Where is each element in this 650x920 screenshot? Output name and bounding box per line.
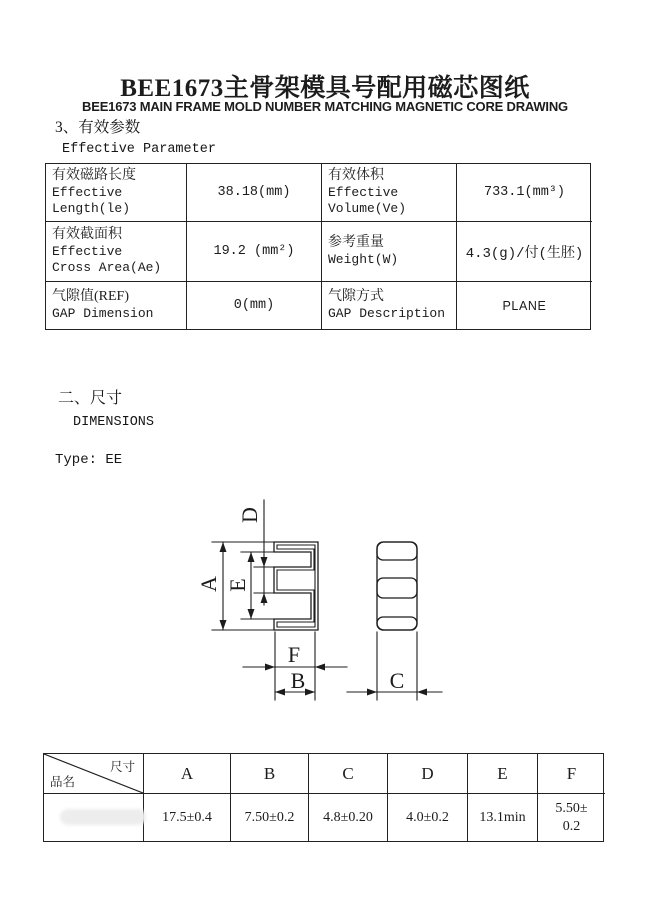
value-f: 5.50± 0.2 <box>555 801 588 834</box>
ee-core-drawing <box>190 485 470 720</box>
param-value-cross-area: 19.2 (mm²) <box>187 222 322 282</box>
column-header-b: B <box>231 754 309 794</box>
param-value-gap-description: PLANE <box>502 298 547 313</box>
dim-label-d: D <box>237 507 262 523</box>
product-name-cell <box>44 794 144 841</box>
param-label-en: Effective <box>52 243 123 259</box>
param-label-en: Effective <box>52 184 123 200</box>
value-a: 17.5±0.4 <box>144 794 231 841</box>
side-view-top-flange <box>377 542 417 560</box>
param-label-en: Length(le) <box>52 201 131 217</box>
e-core-outline-inner <box>277 545 315 627</box>
side-view-center-leg <box>377 578 417 598</box>
param-label-en: GAP Description <box>328 306 446 321</box>
dim-label-b: B <box>290 668 306 693</box>
param-label-weight <box>322 222 457 282</box>
value-c: 4.8±0.20 <box>309 794 388 841</box>
param-label-cn: 有效磁路长度 <box>52 167 136 183</box>
section-heading-effective-parameters-en: Effective Parameter <box>62 142 216 157</box>
param-label-cn: 有效截面积 <box>52 226 122 242</box>
param-label-en: GAP Dimension <box>52 306 154 321</box>
redacted-product-name <box>60 809 146 825</box>
value-b: 7.50±0.2 <box>231 794 309 841</box>
param-value-gap-dimension: 0(mm) <box>187 282 322 329</box>
page-subtitle: BEE1673 MAIN FRAME MOLD NUMBER MATCHING MAGNETIC CORE DRAWING <box>82 99 568 114</box>
param-label-effective-volume <box>322 164 457 222</box>
dimensions-table <box>43 753 604 842</box>
param-value-weight: 4.3(g)/付(生胚) <box>457 222 592 282</box>
param-label-cn: 有效体积 <box>328 167 384 183</box>
param-label-effective-length <box>46 164 187 222</box>
param-label-en: Volume(Ve) <box>328 201 407 217</box>
param-label-cn: 参考重量 <box>328 235 384 251</box>
param-label-cn: 气隙值(REF) <box>52 289 129 305</box>
param-value-effective-length: 38.18(mm) <box>187 164 322 222</box>
value-e: 13.1min <box>468 794 538 841</box>
section-heading-dimensions-en: DIMENSIONS <box>73 415 155 430</box>
core-type-label: Type: EE <box>55 452 123 468</box>
param-label-cn: 气隙方式 <box>328 289 384 305</box>
corner-label-size: 尺寸 <box>109 760 135 774</box>
param-label-en: Weight(W) <box>328 252 399 267</box>
effective-parameters-table <box>45 163 591 330</box>
column-header-a: A <box>144 754 231 794</box>
e-core-outline-outer <box>274 542 318 630</box>
side-view-bottom-flange <box>377 617 417 630</box>
param-label-en: Effective <box>328 184 399 200</box>
dim-label-a: A <box>196 576 221 592</box>
value-d: 4.0±0.2 <box>388 794 468 841</box>
column-header-c: C <box>309 754 388 794</box>
corner-label-product-name: 品名 <box>50 775 76 789</box>
dim-label-c: C <box>389 668 405 693</box>
param-label-en: Cross Area(Ae) <box>52 260 162 276</box>
dim-label-e: E <box>225 578 250 592</box>
section-heading-dimensions-cn: 二、尺寸 <box>58 390 123 407</box>
page-title: BEE1673主骨架模具号配用磁芯图纸 <box>120 75 530 102</box>
column-header-f: F <box>538 754 605 794</box>
dimensions-table-corner-cell <box>44 754 144 794</box>
param-value-effective-volume: 733.1(mm³) <box>457 164 592 222</box>
dim-label-f: F <box>287 642 301 667</box>
param-label-gap-description <box>322 282 457 329</box>
column-header-e: E <box>468 754 538 794</box>
param-label-cross-area <box>46 222 187 282</box>
column-header-d: D <box>388 754 468 794</box>
param-label-gap-dimension <box>46 282 187 329</box>
section-heading-effective-parameters-cn: 3、有效参数 <box>55 119 141 136</box>
